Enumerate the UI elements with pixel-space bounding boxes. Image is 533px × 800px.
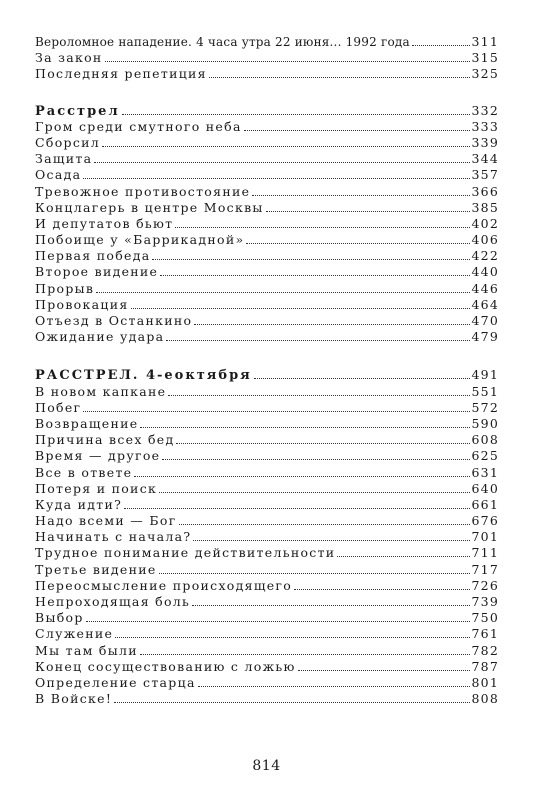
dot-leader (266, 210, 470, 212)
toc-entry-page: 782 (471, 642, 499, 658)
toc-entry-title: Мы там были (35, 642, 138, 658)
dot-leader (86, 620, 470, 622)
toc-section-heading[interactable] (35, 103, 499, 119)
toc-entry-page: 440 (471, 264, 499, 280)
toc-entry[interactable] (35, 497, 499, 513)
toc-entry-page: 631 (471, 464, 499, 480)
toc-entry-title: И депутатов бьют (35, 215, 174, 231)
toc-entry-page: 344 (471, 151, 499, 167)
toc-entry-title: Конец сосуществованию с ложью (35, 658, 296, 674)
toc-entry-title: Гром среди смутного неба (35, 118, 242, 134)
toc-entry[interactable] (35, 184, 499, 200)
toc-entry-title: Надо всеми — Бог (35, 513, 177, 529)
toc-entry[interactable] (35, 594, 499, 610)
toc-entry-page: 676 (471, 513, 499, 529)
toc-entry-title: Определение старца (35, 674, 196, 690)
toc-entry[interactable] (35, 329, 499, 345)
toc-entry-page: 422 (471, 248, 499, 264)
toc-entry[interactable] (35, 626, 499, 642)
toc-entry-title: Возвращение (35, 415, 139, 431)
toc-entry-title: Сборсил (35, 134, 100, 150)
page-number: 814 (252, 758, 281, 774)
toc-entry-title: Начинать с начала? (35, 529, 192, 545)
toc-entry-page: 750 (471, 610, 499, 626)
toc-entry-title: Провокация (35, 296, 129, 312)
toc-entry-page: 808 (471, 691, 499, 707)
toc-entry-title: В Войске! (35, 691, 113, 707)
toc-entry-title: РАССТРЕЛ. 4-еоктября (35, 368, 252, 384)
toc-entry-page: 640 (471, 480, 499, 496)
toc-entry-page: 311 (471, 34, 499, 49)
toc-entry[interactable] (35, 416, 499, 432)
toc-entry[interactable] (35, 578, 499, 594)
toc-entry-page: 717 (471, 561, 499, 577)
toc-section (35, 367, 499, 707)
dot-leader (105, 60, 470, 62)
dot-leader (102, 145, 470, 147)
dot-leader (140, 653, 470, 655)
dot-leader (412, 44, 470, 46)
dot-leader (131, 307, 470, 309)
toc-entry[interactable] (35, 119, 499, 135)
toc-entry-title: Первая победа (35, 248, 151, 264)
toc-entry-page: 711 (471, 545, 499, 561)
toc-entry-title: Причина всех бед (35, 432, 175, 448)
dot-leader (124, 507, 469, 509)
toc-entry[interactable] (35, 297, 499, 313)
toc-entry-title: Выбор (35, 610, 84, 626)
toc-entry-title: Концлагерь в центре Москвы (35, 199, 264, 215)
toc-entry-title: Расстрел (35, 103, 120, 119)
toc-entry-page: 357 (471, 167, 499, 183)
toc-entry-page: 315 (471, 50, 499, 66)
dot-leader (134, 475, 469, 477)
toc-entry-page: 701 (471, 529, 499, 545)
dot-leader (252, 194, 469, 196)
toc-entry-page: 406 (471, 232, 499, 248)
dot-leader (94, 161, 469, 163)
dot-leader (179, 523, 470, 525)
section-gap (35, 345, 499, 367)
toc-entry[interactable] (35, 248, 499, 264)
dot-leader (244, 129, 470, 131)
toc-entry[interactable] (35, 135, 499, 151)
toc-entry[interactable] (35, 151, 499, 167)
toc-entry-page: 625 (471, 448, 499, 464)
dot-leader (194, 323, 469, 325)
toc-entry[interactable] (35, 167, 499, 183)
toc-entry-page: 761 (471, 626, 499, 642)
toc-entry[interactable] (35, 545, 499, 561)
dot-leader (298, 669, 470, 671)
toc-entry-title: Непроходящая боль (35, 594, 191, 609)
toc-entry-page: 787 (471, 658, 499, 674)
dot-leader (198, 685, 470, 687)
toc-entry[interactable] (35, 481, 499, 497)
toc-entry-title: Отъезд в Останкино (35, 313, 193, 328)
toc-entry-page: 661 (471, 496, 499, 512)
toc-entry-page: 325 (471, 66, 499, 82)
toc-entry-title: Последняя репетиция (35, 66, 207, 82)
toc-entry-title: Потеря и поиск (35, 480, 158, 496)
toc-entry-page: 726 (471, 577, 499, 593)
toc-entry[interactable] (35, 384, 499, 400)
dot-leader (168, 394, 469, 396)
toc-section-heading[interactable] (35, 367, 499, 383)
toc-entry-page: 801 (471, 674, 499, 690)
toc-entry[interactable] (35, 610, 499, 626)
dot-leader (83, 410, 469, 412)
toc-entry[interactable] (35, 200, 499, 216)
toc-entry[interactable] (35, 50, 499, 66)
toc-section (35, 34, 499, 83)
dot-leader (140, 426, 469, 428)
toc-entry-title: Все в ответе (35, 464, 133, 480)
toc-entry-title: Вероломное нападение. 4 часа утра 22 июня... 1992 года (35, 35, 410, 49)
toc-entry[interactable] (35, 675, 499, 691)
toc-entry-title: Ожидание удара (35, 329, 165, 345)
toc-entry-title: За закон (35, 50, 103, 66)
dot-leader (159, 491, 469, 493)
dot-leader (122, 113, 470, 115)
toc-entry[interactable] (35, 264, 499, 280)
dot-leader (83, 177, 469, 179)
toc-entry-page: 339 (471, 134, 499, 150)
dot-leader (152, 258, 469, 260)
toc-entry-title: Побоище у «Баррикадной» (35, 232, 245, 248)
toc-entry-title: Побег (35, 399, 82, 415)
toc-entry[interactable] (35, 281, 499, 297)
toc-entry[interactable] (35, 232, 499, 248)
dot-leader (162, 458, 469, 460)
dot-leader (96, 291, 469, 293)
toc-entry[interactable] (35, 513, 499, 529)
dot-leader (246, 242, 469, 244)
dot-leader (166, 339, 469, 341)
toc-entry-page: 739 (471, 594, 499, 609)
toc-entry-title: Второе видение (35, 264, 159, 280)
dot-leader (294, 588, 469, 590)
toc-entry-title: Третье видение (35, 561, 157, 577)
section-gap (35, 83, 499, 103)
toc-entry-page: 464 (471, 296, 499, 312)
toc-entry[interactable] (35, 643, 499, 659)
toc-entry-title: Прорыв (35, 280, 95, 296)
toc-entry[interactable] (35, 216, 499, 232)
toc-entry[interactable] (35, 691, 499, 707)
toc-entry-title: Осада (35, 167, 82, 183)
toc-entry-page: 608 (471, 432, 499, 448)
dot-leader (175, 226, 469, 228)
toc-entry[interactable] (35, 529, 499, 545)
toc-entry-page: 551 (471, 383, 499, 399)
toc-entry-page: 572 (471, 399, 499, 415)
toc-entry[interactable] (35, 659, 499, 675)
table-of-contents (35, 34, 499, 707)
dot-leader (176, 442, 469, 444)
dot-leader (159, 572, 470, 574)
dot-leader (193, 539, 469, 541)
dot-leader (115, 636, 469, 638)
toc-entry-page: 332 (471, 102, 499, 118)
dot-leader (209, 76, 470, 78)
dot-leader (337, 555, 469, 557)
toc-entry-page: 491 (471, 367, 499, 383)
toc-entry-page: 446 (471, 280, 499, 296)
toc-entry-page: 590 (471, 415, 499, 431)
toc-entry[interactable] (35, 562, 499, 578)
toc-entry-title: В новом капкане (35, 383, 167, 399)
toc-entry[interactable] (35, 400, 499, 416)
toc-entry-page: 385 (471, 199, 499, 215)
toc-entry-title: Куда идти? (35, 496, 123, 512)
toc-entry-title: Служение (35, 626, 114, 642)
dot-leader (254, 377, 470, 379)
toc-entry[interactable] (35, 66, 499, 82)
dot-leader (160, 274, 469, 276)
toc-entry-title: Трудное понимание действительности (35, 545, 336, 561)
toc-entry-page: 333 (471, 118, 499, 134)
toc-entry-title: Переосмысление происходящего (35, 577, 293, 593)
dot-leader (114, 701, 469, 703)
toc-entry[interactable] (35, 448, 499, 464)
toc-entry-page: 402 (471, 215, 499, 231)
dot-leader (192, 604, 469, 606)
toc-entry[interactable] (35, 313, 499, 329)
toc-entry-title: Тревожное противостояние (35, 183, 251, 199)
toc-section (35, 103, 499, 346)
toc-entry[interactable] (35, 34, 499, 50)
toc-entry-page: 366 (471, 183, 499, 199)
toc-entry-page: 479 (471, 329, 499, 345)
toc-entry-page: 470 (471, 313, 499, 328)
toc-entry-title: Защита (35, 151, 93, 167)
toc-entry-title: Время — другое (35, 448, 161, 464)
toc-entry[interactable] (35, 465, 499, 481)
toc-entry[interactable] (35, 432, 499, 448)
